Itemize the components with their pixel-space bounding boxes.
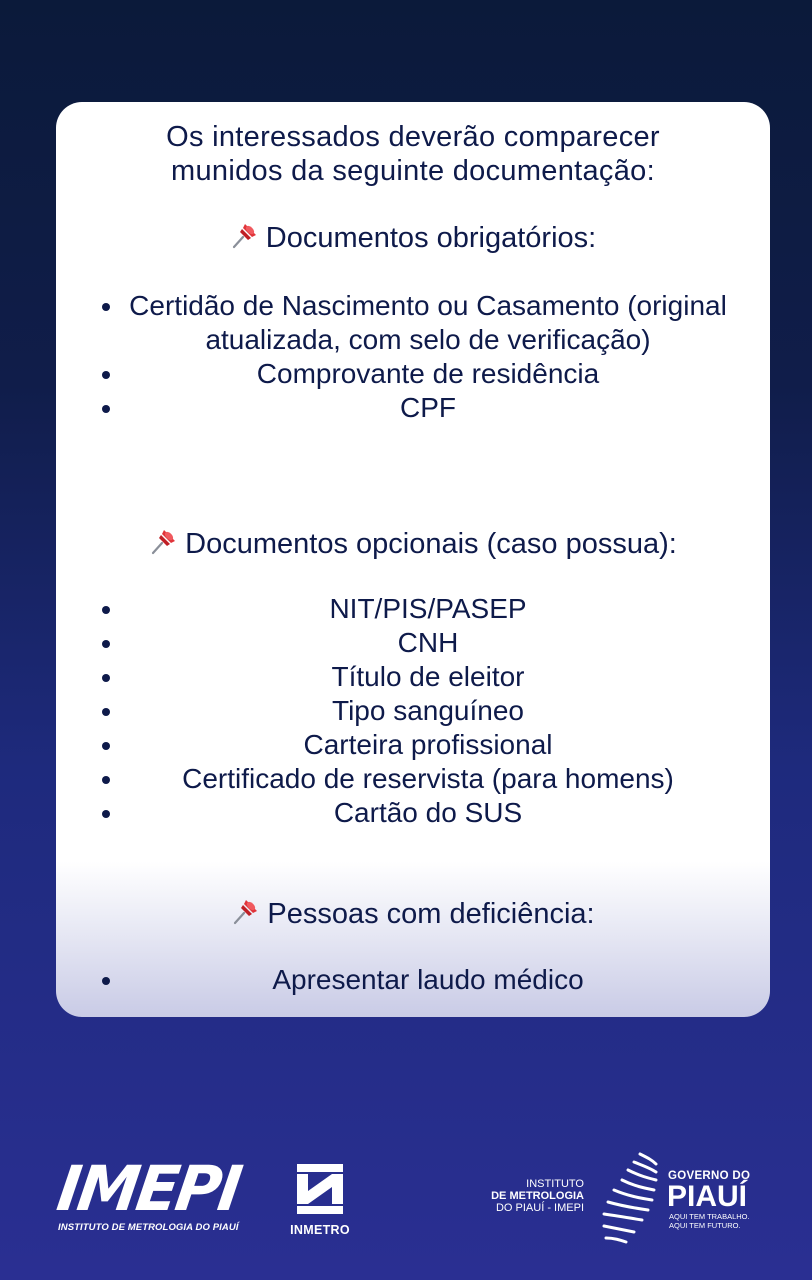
list-item: Certidão de Nascimento ou Casamento (original atualizada, com selo de verificação) <box>56 289 770 357</box>
bullet <box>102 405 110 413</box>
inmetro-logo <box>280 1162 360 1242</box>
bullet <box>102 810 110 818</box>
list-item: Título de eleitor <box>56 660 770 694</box>
intro-line-1: Os interessados deverão comparecer <box>166 121 660 153</box>
list-item: Apresentar laudo médico <box>56 963 770 997</box>
list-item: Tipo sanguíneo <box>56 694 770 728</box>
list-item: Cartão do SUS <box>56 796 770 830</box>
disability-list <box>56 963 770 997</box>
pushpin-icon <box>231 896 261 926</box>
bullet <box>102 708 110 716</box>
mandatory-list <box>56 289 770 425</box>
section-title-label: Documentos obrigatórios: <box>265 222 597 254</box>
footer-logos <box>0 1140 812 1250</box>
list-item: Comprovante de residência <box>56 357 770 391</box>
bullet <box>102 371 110 379</box>
piaui-label: PIAUÍ <box>667 1180 748 1213</box>
gov-slogan: AQUI TEM TRABALHO. AQUI TEM FUTURO. <box>669 1212 750 1230</box>
list-item: Carteira profissional <box>56 728 770 762</box>
bullet <box>102 776 110 784</box>
inmetro-label: INMETRO <box>290 1223 350 1237</box>
bullet <box>102 640 110 648</box>
section-title-disability <box>56 896 770 931</box>
list-item: CNH <box>56 626 770 660</box>
imepi-text-block: INSTITUTO DE METROLOGIA DO PIAUÍ - IMEPI <box>491 1178 584 1214</box>
governo-piaui-logo <box>600 1150 760 1250</box>
piaui-map-icon <box>600 1150 662 1250</box>
section-title-label: Pessoas com deficiência: <box>267 898 595 930</box>
gov-label: GOVERNO DO <box>668 1170 751 1182</box>
list-item: CPF <box>56 391 770 425</box>
imepi-logo-subtitle: INSTITUTO DE METROLOGIA DO PIAUÍ <box>58 1222 239 1233</box>
bullet <box>102 977 110 985</box>
bullet <box>102 674 110 682</box>
intro-line-2: munidos da seguinte documentação: <box>171 155 655 187</box>
section-title-label: Documentos opcionais (caso possua): <box>185 528 677 560</box>
optional-list <box>56 592 770 830</box>
imepi-logo <box>52 1152 244 1238</box>
pushpin-icon <box>149 526 179 556</box>
inmetro-mark-icon <box>294 1162 346 1216</box>
bullet <box>102 303 110 311</box>
imepi-logo-text: IMEPI <box>52 1152 244 1225</box>
intro-text <box>56 120 770 188</box>
pushpin-icon <box>230 220 260 250</box>
list-item: NIT/PIS/PASEP <box>56 592 770 626</box>
info-card <box>56 102 770 1017</box>
list-item: Certificado de reservista (para homens) <box>56 762 770 796</box>
bullet <box>102 606 110 614</box>
section-title-mandatory <box>56 220 770 255</box>
bullet <box>102 742 110 750</box>
section-title-optional <box>56 526 770 561</box>
